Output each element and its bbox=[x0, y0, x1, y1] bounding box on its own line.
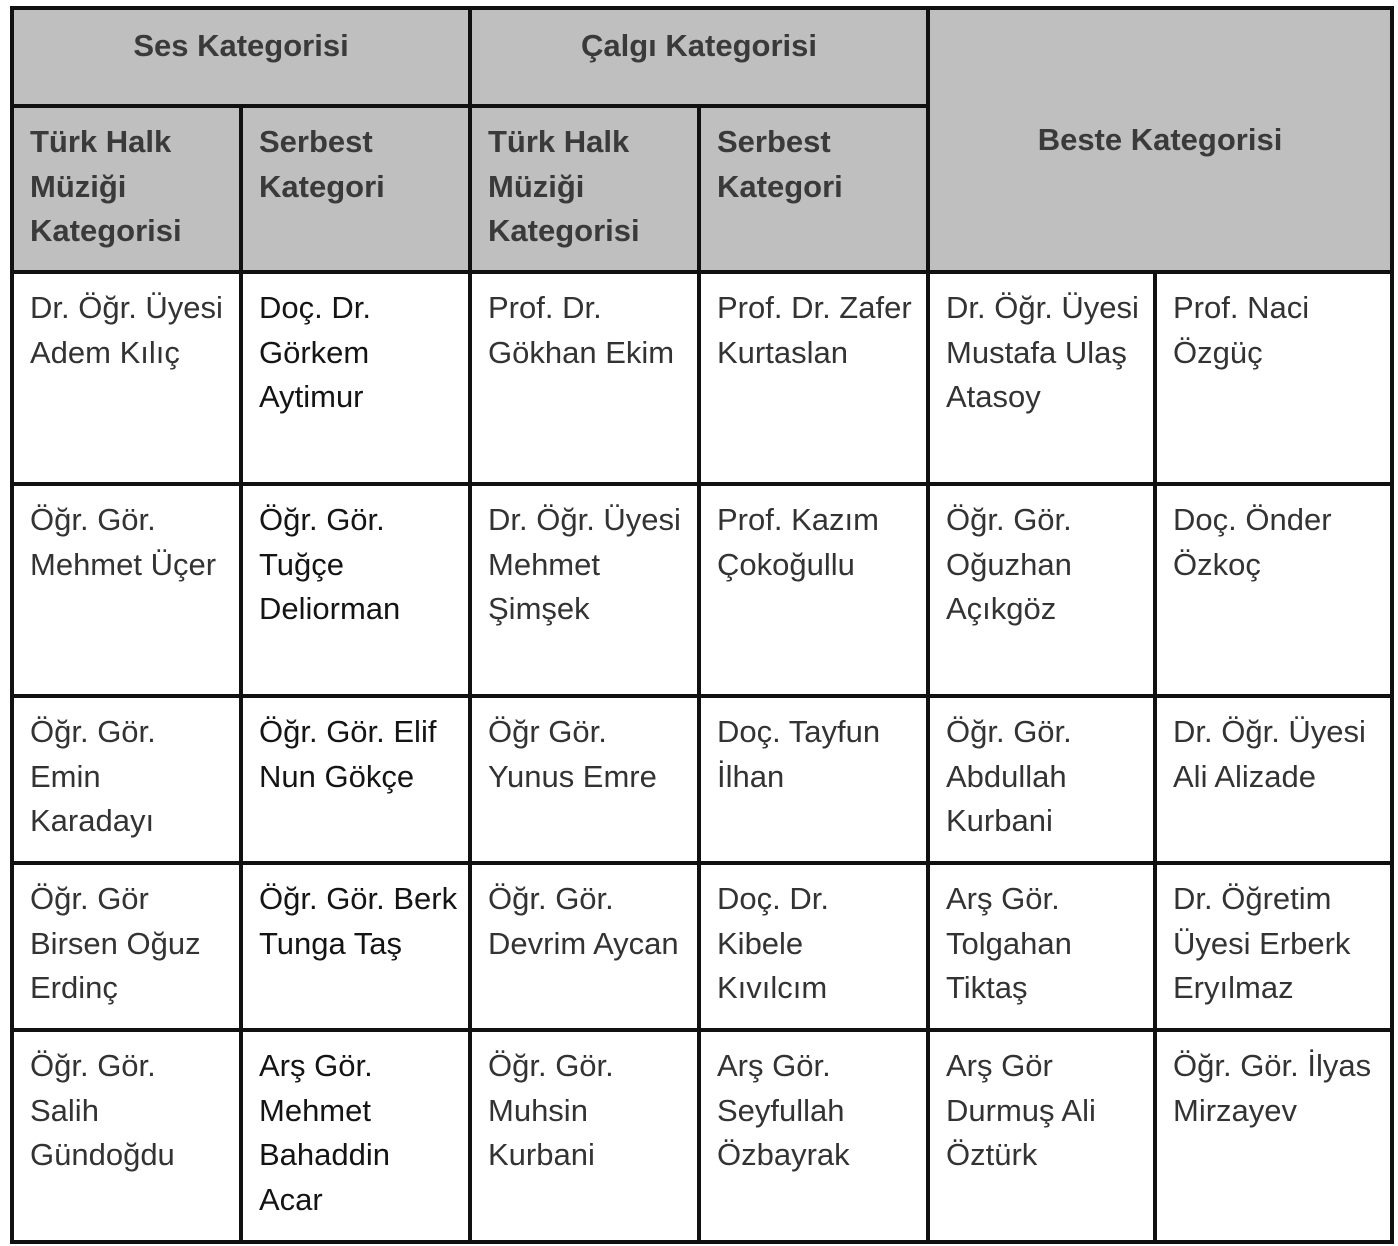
table-row bbox=[12, 863, 1392, 1030]
table-cell: Arş Gör. Tolgahan Tiktaş bbox=[928, 863, 1155, 1030]
table-cell: Öğr. Gör. Emin Karadayı bbox=[12, 696, 241, 863]
table-cell: Doç. Dr. Kibele Kıvılcım bbox=[699, 863, 928, 1030]
table-row bbox=[12, 696, 1392, 863]
table-cell: Arş Gör Durmuş Ali Öztürk bbox=[928, 1030, 1155, 1242]
table-cell: Öğr. Gör. Elif Nun Gökçe bbox=[241, 696, 470, 863]
table-cell: Arş Gör. Seyfullah Özbayrak bbox=[699, 1030, 928, 1242]
table-cell: Prof. Kazım Çokoğullu bbox=[699, 484, 928, 696]
table-cell: Prof. Naci Özgüç bbox=[1155, 272, 1392, 484]
jury-table bbox=[10, 6, 1394, 1244]
header-ses-serbest: Serbest Kategori bbox=[241, 106, 470, 272]
table-cell: Dr. Öğr. Üyesi Mustafa Ulaş Atasoy bbox=[928, 272, 1155, 484]
table-cell: Prof. Dr. Gökhan Ekim bbox=[470, 272, 699, 484]
table-cell: Öğr. Gör. Berk Tunga Taş bbox=[241, 863, 470, 1030]
header-calgi-turk-halk-muzigi: Türk Halk Müziği Kategorisi bbox=[470, 106, 699, 272]
header-beste-kategorisi: Beste Kategorisi bbox=[928, 8, 1392, 272]
table-cell: Öğr Gör. Yunus Emre bbox=[470, 696, 699, 863]
category-header-row bbox=[12, 8, 1392, 106]
table-cell: Öğr. Gör. İlyas Mirzayev bbox=[1155, 1030, 1392, 1242]
header-ses-turk-halk-muzigi: Türk Halk Müziği Kategorisi bbox=[12, 106, 241, 272]
table-row bbox=[12, 272, 1392, 484]
table-cell: Dr. Öğr. Üyesi Mehmet Şimşek bbox=[470, 484, 699, 696]
table-cell: Dr. Öğr. Üyesi Ali Alizade bbox=[1155, 696, 1392, 863]
table-cell: Doç. Önder Özkoç bbox=[1155, 484, 1392, 696]
table-cell: Dr. Öğretim Üyesi Erberk Eryılmaz bbox=[1155, 863, 1392, 1030]
table-cell: Öğr. Gör. Devrim Aycan bbox=[470, 863, 699, 1030]
table-cell: Arş Gör. Mehmet Bahaddin Acar bbox=[241, 1030, 470, 1242]
header-calgi-kategorisi: Çalgı Kategorisi bbox=[470, 8, 928, 106]
table-cell: Doç. Tayfun İlhan bbox=[699, 696, 928, 863]
table-cell: Öğr. Gör. Salih Gündoğdu bbox=[12, 1030, 241, 1242]
table-cell: Öğr. Gör. Tuğçe Deliorman bbox=[241, 484, 470, 696]
table-row bbox=[12, 1030, 1392, 1242]
table-cell: Dr. Öğr. Üyesi Adem Kılıç bbox=[12, 272, 241, 484]
table-cell: Öğr. Gör. Oğuzhan Açıkgöz bbox=[928, 484, 1155, 696]
table-cell: Öğr. Gör Birsen Oğuz Erdinç bbox=[12, 863, 241, 1030]
table-row bbox=[12, 484, 1392, 696]
header-calgi-serbest: Serbest Kategori bbox=[699, 106, 928, 272]
table-cell: Öğr. Gör. Muhsin Kurbani bbox=[470, 1030, 699, 1242]
table-cell: Öğr. Gör. Mehmet Üçer bbox=[12, 484, 241, 696]
header-ses-kategorisi: Ses Kategorisi bbox=[12, 8, 470, 106]
table-cell: Prof. Dr. Zafer Kurtaslan bbox=[699, 272, 928, 484]
table-cell: Öğr. Gör. Abdullah Kurbani bbox=[928, 696, 1155, 863]
table-cell: Doç. Dr. Görkem Aytimur bbox=[241, 272, 470, 484]
